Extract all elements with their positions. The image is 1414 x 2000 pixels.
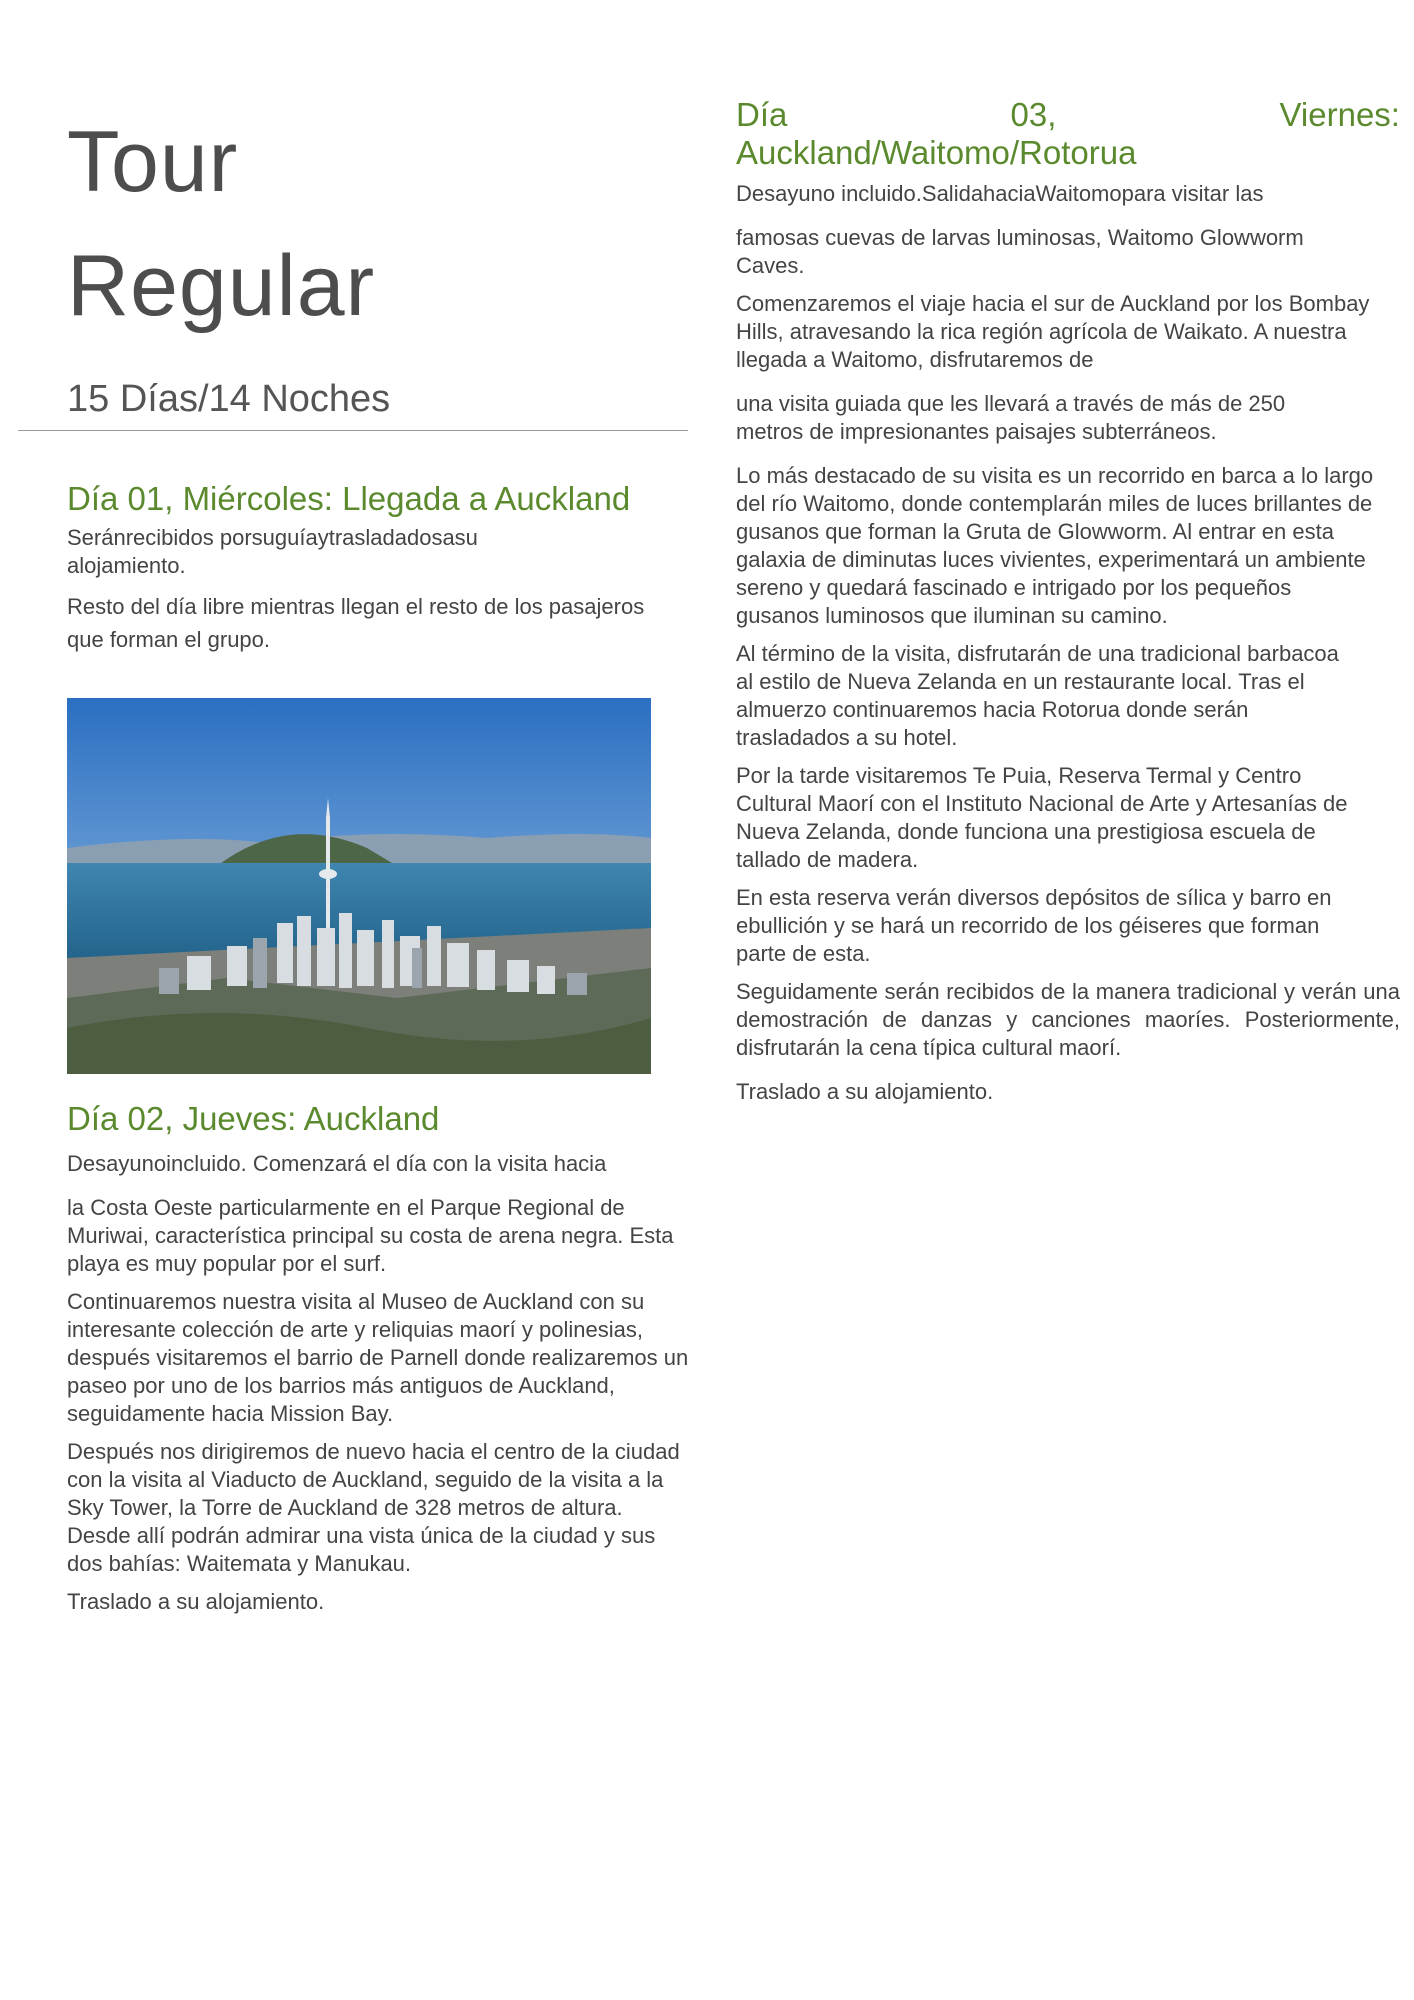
day2-paragraph: Después nos dirigiremos de nuevo hacia el centro de la ciudad con la visita al Viaducto de Auckland, seguido de la visita a la Sky Tower, la Torre de Auckland de 328 metros de altura. Desde allí podrán admirar una vista única de la ciudad y sus dos bahías: Waitemata y Manukau. (67, 1439, 680, 1576)
auckland-city-photo (67, 698, 651, 1074)
day1-section (67, 480, 707, 666)
day3-paragraph: famosas cuevas de larvas luminosas, Waitomo Glowworm Caves. (736, 225, 1304, 278)
day3-heading-word: Día (736, 96, 788, 133)
day3-paragraph: Por la tarde visitaremos Te Puia, Reserva Termal y Centro Cultural Maorí con el Instituto Nacional de Arte y Artesanías de Nueva Zelanda, donde funciona una prestigiosa escuela de tallado de madera. (736, 763, 1348, 872)
day3-paragraph: Lo más destacado de su visita es un recorrido en barca a lo largo del río Waitomo, donde contemplarán miles de luces brillantes de gusanos que forman la Gruta de Glowworm. Al entrar en esta galaxia de diminutas luces vivientes, experimentará un ambiente sereno y quedará fascinado e intrigado por los pequeños gusanos luminosos que iluminan su camino. (736, 463, 1374, 628)
day3-section (736, 96, 1400, 1116)
day2-paragraph: la Costa Oeste particularmente en el Parque Regional de Muriwai, característica principal su costa de arena negra. Esta playa es muy popular por el surf. (67, 1195, 674, 1276)
day3-paragraph: Al término de la visita, disfrutarán de una tradicional barbacoa al estilo de Nueva Zelanda en un restaurante local. Tras el almuerzo continuaremos hacia Rotorua donde serán trasladados a su hotel. (736, 641, 1339, 750)
duration-subtitle: 15 Días/14 Noches (67, 378, 391, 420)
day2-heading: Día 02, Jueves: Auckland (67, 1100, 440, 1137)
day2-paragraph: Traslado a su alojamiento. (67, 1589, 325, 1614)
day3-paragraph: Desayuno incluido.SalidahaciaWaitomopara visitar las (736, 181, 1264, 206)
page-title-line1: Tour (67, 114, 239, 210)
day3-paragraph: En esta reserva verán diversos depósitos de sílica y barro en ebullición y se hará un recorrido de los géiseres que forman parte de esta. (736, 885, 1332, 966)
day2-section (67, 1100, 707, 1626)
day2-paragraph: Desayunoincluido. Comenzará el día con la visita hacia (67, 1151, 607, 1176)
divider (18, 430, 688, 431)
day3-heading-line1 (736, 96, 1400, 134)
day3-paragraph: Comenzaremos el viaje hacia el sur de Auckland por los Bombay Hills, atravesando la rica región agrícola de Waikato. A nuestra llegada a Waitomo, disfrutaremos de (736, 291, 1370, 372)
day1-paragraph: Seránrecibidos porsuguíaytrasladadosasu alojamiento. (67, 525, 478, 578)
page-title-line2: Regular (67, 238, 376, 334)
day3-paragraph: una visita guiada que les llevará a través de más de 250 metros de impresionantes paisajes subterráneos. (736, 391, 1286, 444)
day3-heading-line2: Auckland/Waitomo/Rotorua (736, 134, 1137, 171)
day1-paragraph: Resto del día libre mientras llegan el resto de los pasajeros que forman el grupo. (67, 594, 645, 652)
title-block (67, 100, 707, 421)
day3-paragraph: Seguidamente serán recibidos de la manera tradicional y verán una demostración de danzas y canciones maoríes. Posteriormente, disfrutarán la cena típica cultural maorí. (736, 979, 1400, 1060)
day3-paragraph: Traslado a su alojamiento. (736, 1079, 994, 1104)
day3-heading-word: Viernes: (1279, 96, 1400, 133)
day1-heading: Día 01, Miércoles: Llegada a Auckland (67, 480, 631, 517)
day3-heading-word: 03, (1010, 96, 1057, 133)
day2-paragraph: Continuaremos nuestra visita al Museo de Auckland con su interesante colección de arte y reliquias maorí y polinesias, después visitaremos el barrio de Parnell donde realizaremos un paseo por uno de los barrios más antiguos de Auckland, seguidamente hacia Mission Bay. (67, 1289, 689, 1426)
